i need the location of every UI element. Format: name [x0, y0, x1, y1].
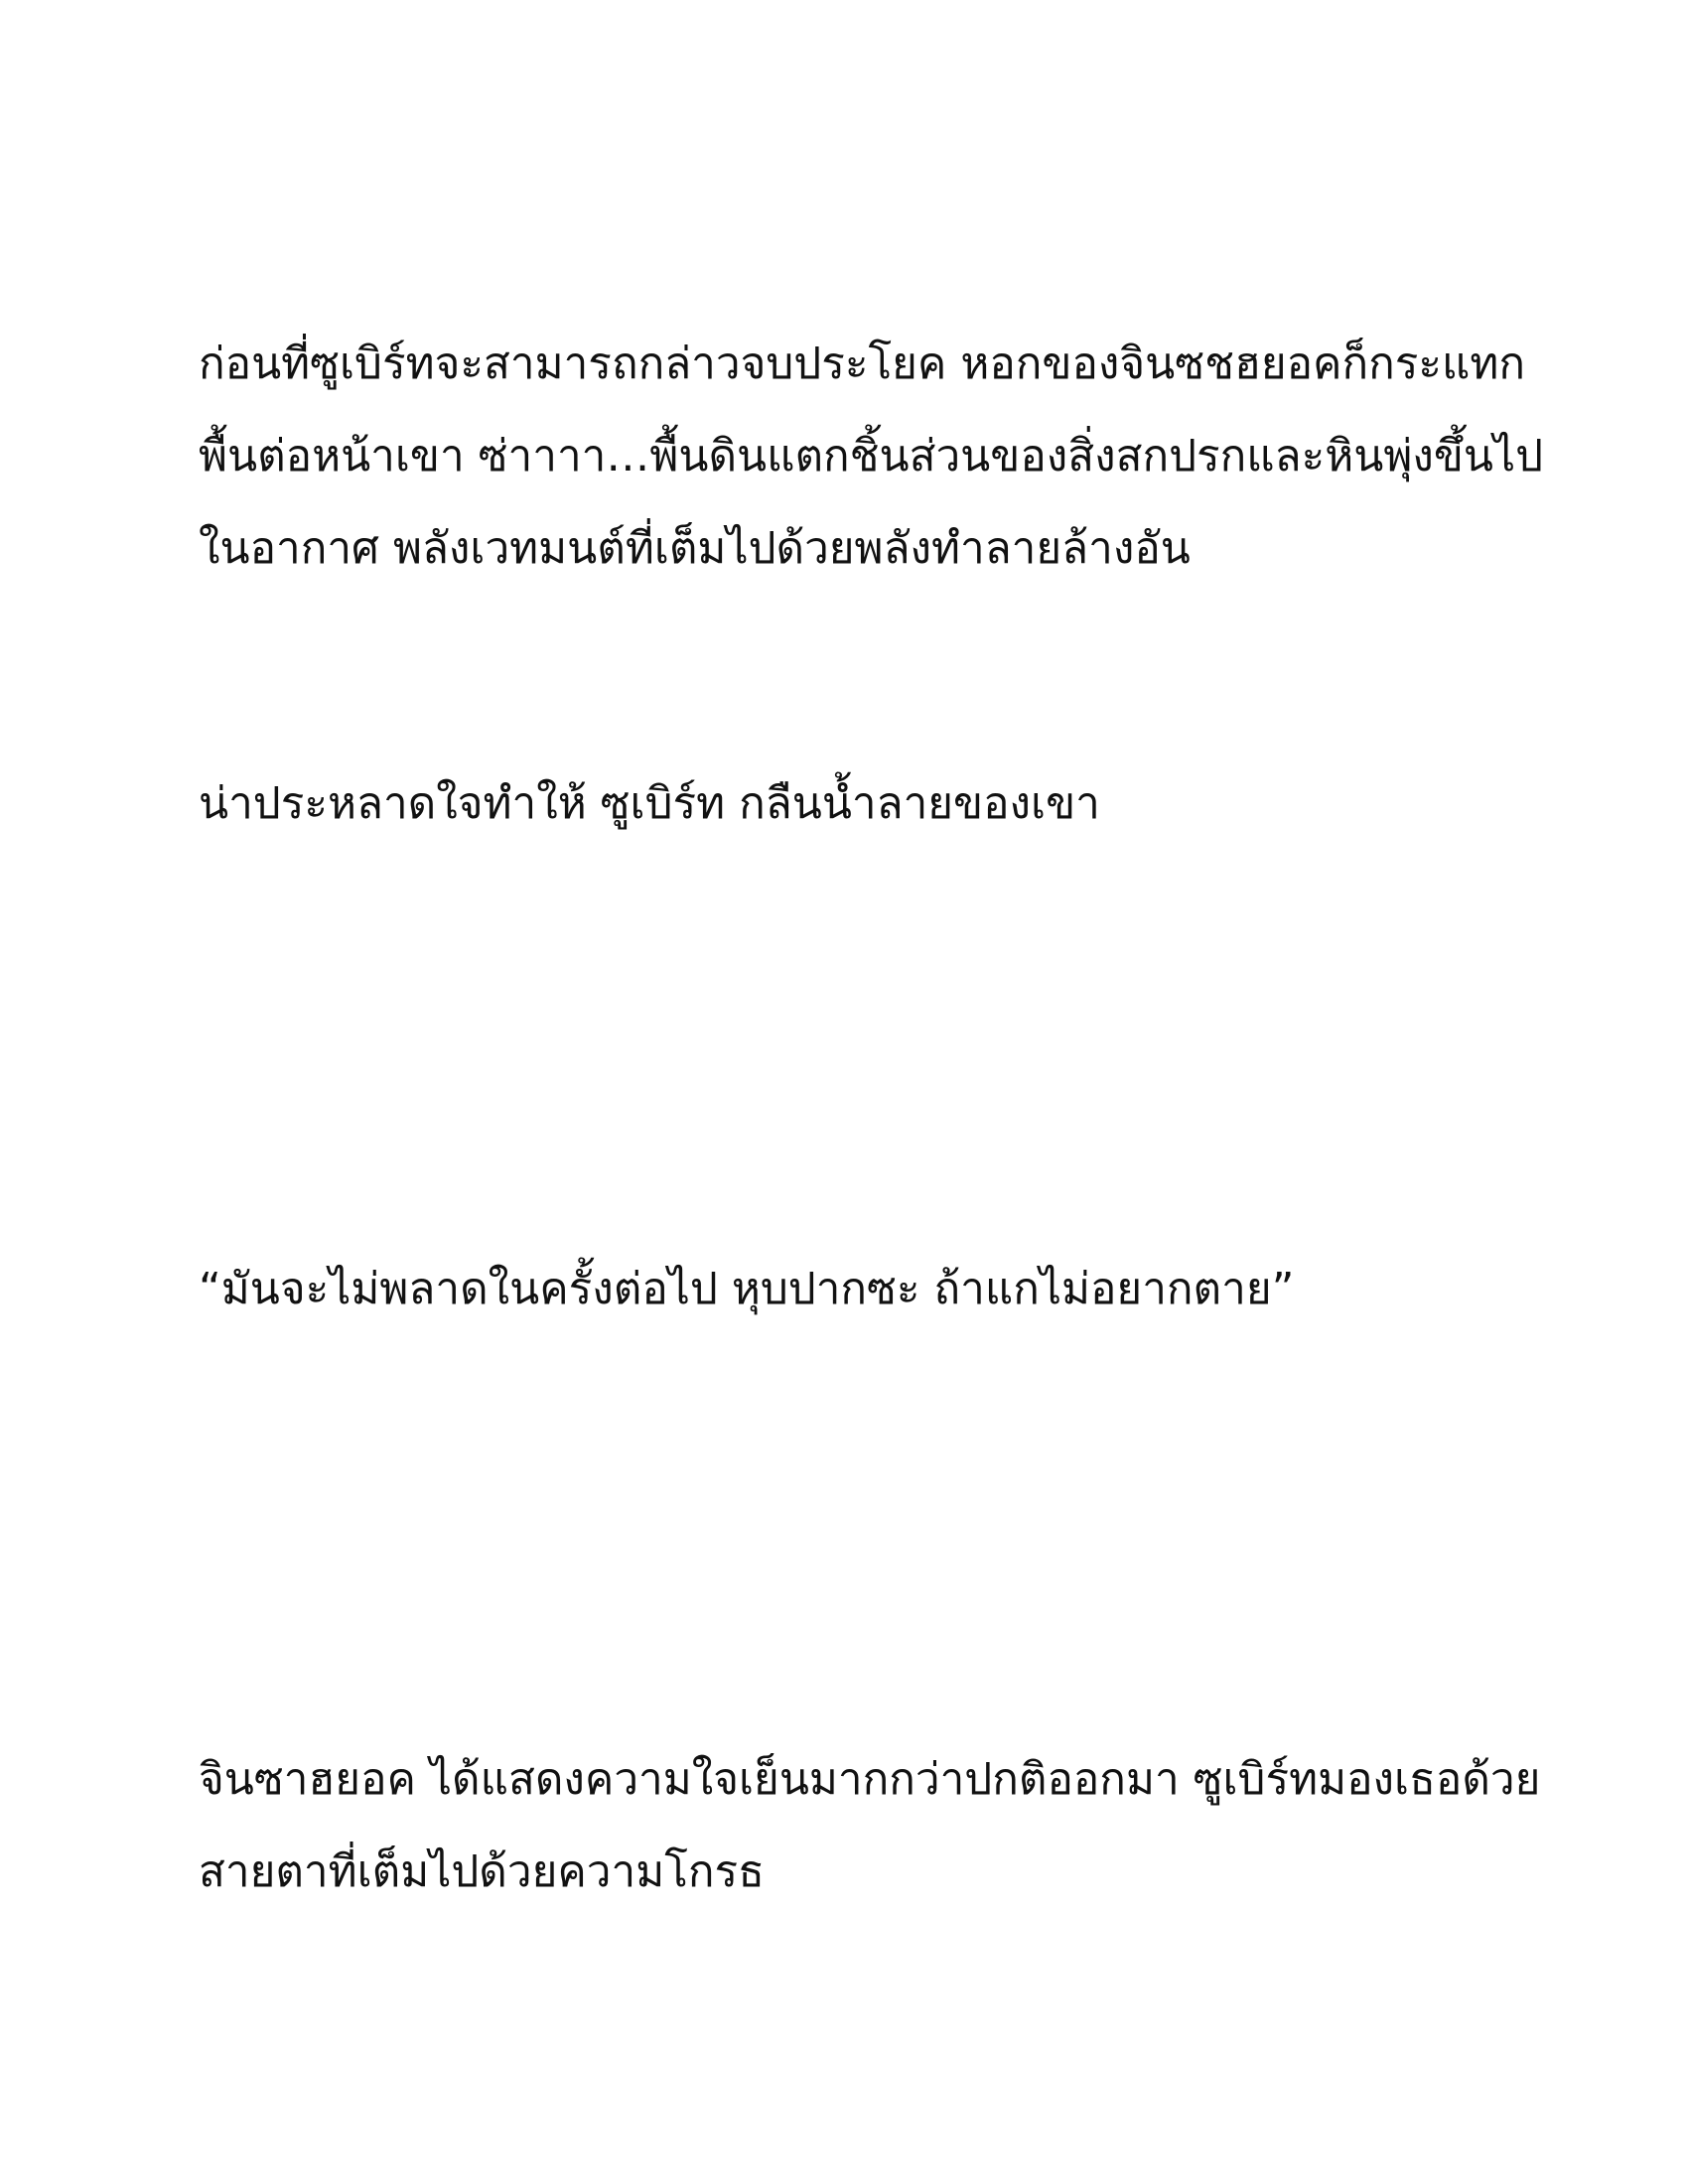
paragraph-dialogue [199, 1243, 1489, 1335]
paragraph-line: ก่อนที่ซูเบิร์ทจะสามารถกล่าวจบประโยค หอกของจินซชฮยอคก็กระแทก [199, 339, 1526, 389]
paragraph-anger [199, 1733, 1541, 1918]
paragraph-line: ในอากาศ พลังเวทมนต์ที่เต็มไปด้วยพลังทำลายล้างอัน [199, 523, 1191, 574]
paragraph-line: “มันจะไม่พลาดในครั้งต่อไป หุบปากซะ ถ้าแกไม่อยากตาย” [199, 1264, 1295, 1314]
paragraph-swallow [199, 757, 1489, 850]
paragraph-spear-strike [199, 318, 1544, 595]
paragraph-line: สายตาที่เต็มไปด้วยความโกรธ [199, 1846, 765, 1897]
paragraph-line: น่าประหลาดใจทำให้ ซูเบิร์ท กลืนน้ำลายของเขา [199, 778, 1100, 829]
paragraph-line: จินซาฮยอค ได้แสดงความใจเย็นมากกว่าปกติออกมา ซูเบิร์ทมองเธอด้วย [199, 1754, 1541, 1805]
paragraph-line: พื้นต่อหน้าเขา ซ่าาาา…พื้นดินแตกชิ้นส่วนของสิ่งสกปรกและหินพุ่งขึ้นไป [199, 431, 1544, 481]
